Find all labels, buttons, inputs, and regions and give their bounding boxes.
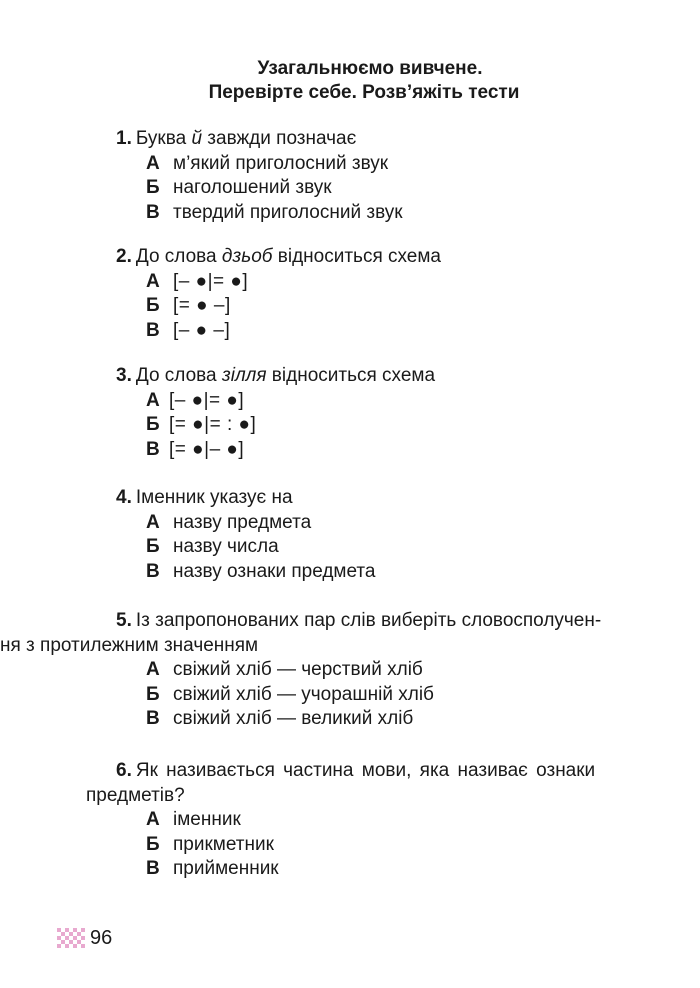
section-subtitle: Перевірте себе. Розв’яжіть тести (208, 82, 520, 103)
answer-option-c[interactable]: В [– ● –] (146, 319, 231, 341)
answer-option-c[interactable]: В свіжий хліб — великий хліб (146, 708, 414, 729)
sound-scheme: [– ● –] (173, 319, 231, 341)
question-stem: 1. Буква й завжди позначає (116, 128, 357, 149)
answer-option-a[interactable]: А [– ●|= ●] (146, 389, 245, 411)
question-5 (0, 609, 646, 732)
sound-scheme: [= ●|– ●] (169, 438, 245, 460)
answer-option-a[interactable]: А [– ●|= ●] (146, 270, 249, 292)
answer-option-b[interactable]: Б [= ●|= : ●] (146, 414, 257, 435)
question-stem: 2. До слова дзьоб відноситься схема (116, 246, 441, 267)
answer-option-c[interactable]: В прийменник (146, 858, 279, 879)
answer-option-b[interactable]: Б свіжий хліб — учорашній хліб (146, 683, 434, 705)
answer-option-b[interactable]: Б [= ● –] (146, 295, 231, 316)
embroidery-ornament-icon (56, 927, 86, 949)
answer-option-c[interactable]: В назву ознаки предмета (146, 560, 376, 582)
question-stem: 3. До слова зілля відноситься схема (116, 365, 436, 386)
question-1 (86, 127, 646, 225)
answer-option-a[interactable]: А свіжий хліб — черствий хліб (146, 659, 423, 680)
sound-scheme: [= ●|= : ●] (169, 414, 257, 435)
sound-scheme: [– ●|= ●] (169, 389, 245, 411)
answer-option-a[interactable]: А назву предмета (146, 511, 312, 533)
question-number: 5. (116, 610, 132, 631)
answer-option-c[interactable]: В твердий приголосний звук (146, 201, 403, 223)
question-6 (86, 759, 646, 882)
question-stem: 4. Іменник указує на (116, 487, 293, 508)
question-2 (86, 245, 646, 343)
stem-italic-word: й (191, 128, 203, 149)
question-number: 1. (116, 128, 132, 149)
question-4 (86, 486, 646, 584)
stem-italic-word: дзьоб (221, 246, 273, 267)
answer-option-c[interactable]: В [= ●|– ●] (146, 438, 245, 460)
sound-scheme: [– ●|= ●] (173, 270, 249, 292)
question-number: 2. (116, 246, 132, 267)
page-footer (56, 926, 112, 950)
answer-option-b[interactable]: Б прикметник (146, 833, 274, 855)
answer-option-b[interactable]: Б наголошений звук (146, 177, 332, 198)
question-number: 3. (116, 365, 132, 386)
question-number: 6. (116, 760, 132, 781)
answer-option-a[interactable]: А м’який приголосний звук (146, 152, 389, 174)
sound-scheme: [= ● –] (173, 295, 231, 316)
answer-option-b[interactable]: Б назву числа (146, 536, 279, 557)
page-number: 96 (90, 926, 113, 949)
stem-italic-word: зілля (221, 365, 267, 386)
question-number: 4. (116, 487, 132, 508)
question-3 (86, 364, 646, 462)
answer-option-a[interactable]: А іменник (146, 809, 241, 830)
question-stem: 5. Із запропонованих пар слів виберіть словосполучен- ня з протилежним значенням (0, 610, 602, 656)
section-title: Узагальнюємо вивчене. (257, 58, 483, 79)
question-stem: 6. Як називається частина мови, яка називає ознаки предметів? (86, 760, 596, 806)
